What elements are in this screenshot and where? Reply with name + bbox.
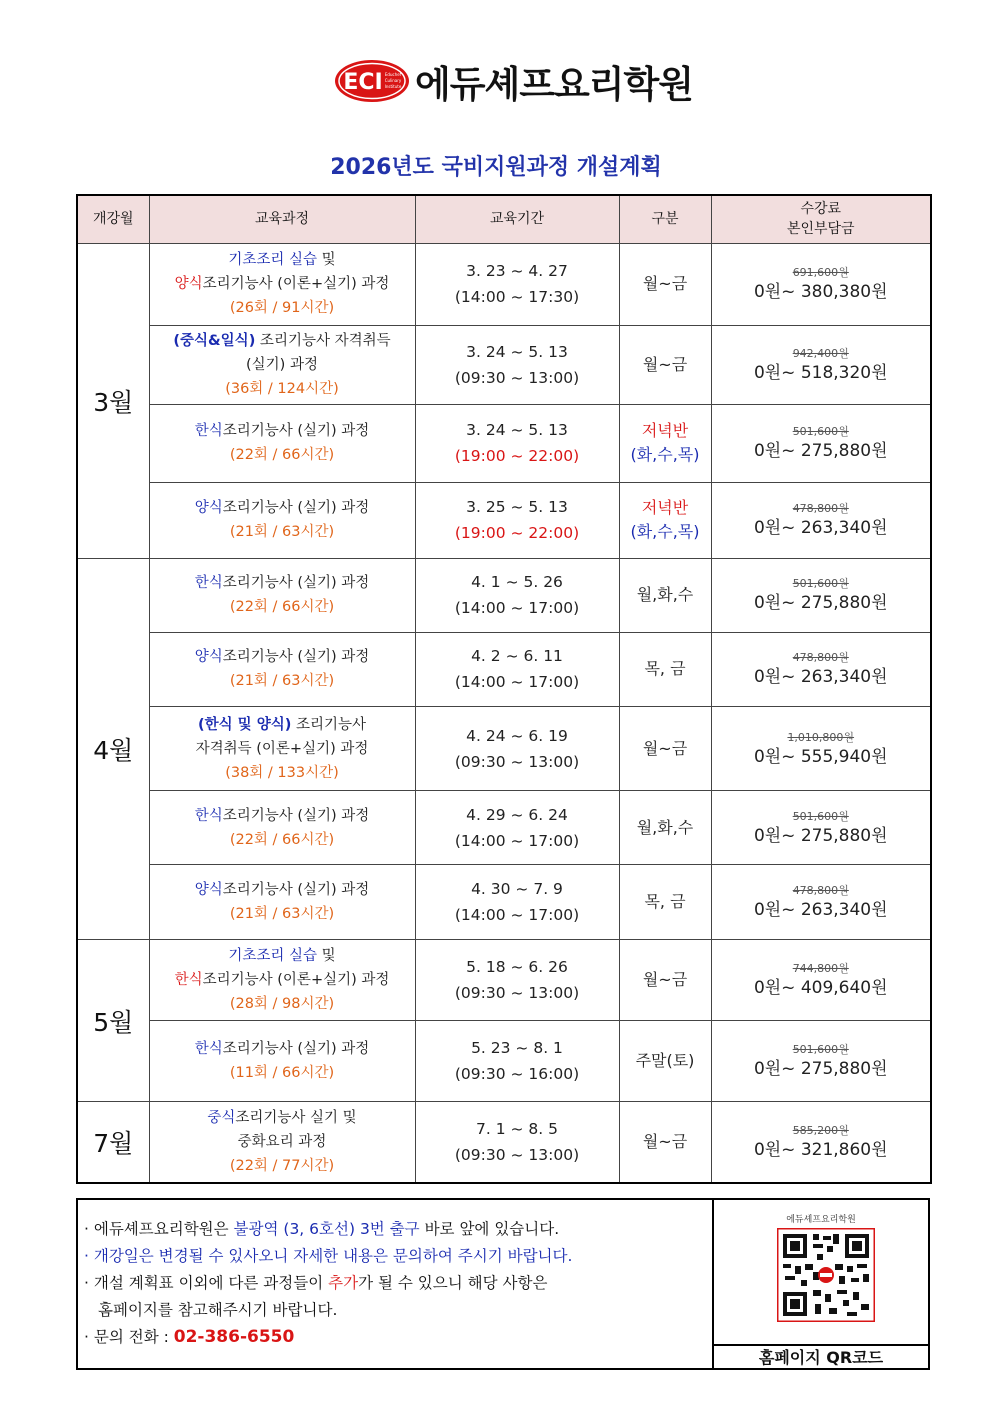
- fee-cell: 942,400원 0원~ 518,320원: [711, 325, 931, 404]
- table-row: [77, 325, 931, 404]
- table-row: [77, 1102, 931, 1183]
- table-row: [77, 558, 931, 632]
- course-cell: 한식조리기능사 (실기) 과정 (22회 / 66시간): [149, 791, 415, 865]
- note-additional-courses: · 개설 계획표 이외에 다른 과정들이 추가가 될 수 있으니 해당 사항은: [84, 1274, 548, 1292]
- period-cell: 3. 24 ~ 5. 13 (19:00 ~ 22:00): [415, 404, 619, 482]
- qr-caption: 에듀셰프요리학원: [786, 1215, 856, 1225]
- period-cell: 7. 1 ~ 8. 5 (09:30 ~ 13:00): [415, 1102, 619, 1183]
- type-cell: 주말(토): [619, 1021, 711, 1102]
- note-homepage: 홈페이지를 참고해주시기 바랍니다.: [98, 1301, 338, 1319]
- course-cell: 기초조리 실습 및 한식조리기능사 (이론+실기) 과정 (28회 / 98시간): [149, 940, 415, 1021]
- type-cell: 월,화,수: [619, 791, 711, 865]
- table-row: [77, 706, 931, 790]
- note-phone: · 문의 전화 : 02-386-6550: [84, 1327, 295, 1347]
- type-cell: 목, 금: [619, 865, 711, 940]
- month-cell-4: 4월: [77, 558, 149, 939]
- table-row: [77, 940, 931, 1021]
- svg-text:Culinary: Culinary: [384, 78, 402, 83]
- period-cell: 5. 18 ~ 6. 26 (09:30 ~ 13:00): [415, 940, 619, 1021]
- notes-panel: [78, 1200, 714, 1368]
- course-cell: 양식조리기능사 (실기) 과정 (21회 / 63시간): [149, 632, 415, 706]
- qr-panel: [714, 1200, 928, 1368]
- fee-cell: 744,800원 0원~ 409,640원: [711, 940, 931, 1021]
- month-cell-5: 5월: [77, 940, 149, 1102]
- info-box: [76, 1198, 930, 1370]
- course-cell: 양식조리기능사 (실기) 과정 (21회 / 63시간): [149, 482, 415, 558]
- header-fee: 수강료 본인부담금: [711, 195, 931, 243]
- period-cell: 4. 29 ~ 6. 24 (14:00 ~ 17:00): [415, 791, 619, 865]
- table-row: [77, 632, 931, 706]
- fee-cell: 501,600원 0원~ 275,880원: [711, 558, 931, 632]
- period-cell: 4. 30 ~ 7. 9 (14:00 ~ 17:00): [415, 865, 619, 940]
- fee-cell: 1,010,800원 0원~ 555,940원: [711, 706, 931, 790]
- type-cell: 월~금: [619, 243, 711, 325]
- table-row: [77, 791, 931, 865]
- fee-cell: 501,600원 0원~ 275,880원: [711, 404, 931, 482]
- header-course: 교육과정: [149, 195, 415, 243]
- svg-text:Educhef: Educhef: [384, 72, 402, 77]
- period-cell: 3. 24 ~ 5. 13 (09:30 ~ 13:00): [415, 325, 619, 404]
- fee-cell: 478,800원 0원~ 263,340원: [711, 632, 931, 706]
- month-cell-3: 3월: [77, 243, 149, 558]
- course-cell: 한식조리기능사 (실기) 과정 (22회 / 66시간): [149, 558, 415, 632]
- period-cell: 4. 1 ~ 5. 26 (14:00 ~ 17:00): [415, 558, 619, 632]
- course-cell: (중식&일식) 조리기능사 자격취득 (실기) 과정 (36회 / 124시간): [149, 325, 415, 404]
- type-cell: 월~금: [619, 325, 711, 404]
- fee-cell: 585,200원 0원~ 321,860원: [711, 1102, 931, 1183]
- type-cell: 저녁반 (화,수,목): [619, 404, 711, 482]
- course-cell: 중식조리기능사 실기 및 중화요리 과정 (22회 / 77시간): [149, 1102, 415, 1183]
- type-cell: 월~금: [619, 940, 711, 1021]
- fee-cell: 501,600원 0원~ 275,880원: [711, 791, 931, 865]
- period-cell: 3. 25 ~ 5. 13 (19:00 ~ 22:00): [415, 482, 619, 558]
- academy-logo: [333, 57, 693, 105]
- fee-cell: 691,600원 0원~ 380,380원: [711, 243, 931, 325]
- table-header-row: [77, 195, 931, 243]
- svg-text:Institute: Institute: [384, 84, 402, 89]
- academy-name: 에듀셰프요리학원: [415, 63, 693, 106]
- period-cell: 4. 2 ~ 6. 11 (14:00 ~ 17:00): [415, 632, 619, 706]
- type-cell: 목, 금: [619, 632, 711, 706]
- period-cell: 5. 23 ~ 8. 1 (09:30 ~ 16:00): [415, 1021, 619, 1102]
- month-cell-7: 7월: [77, 1102, 149, 1183]
- table-row: [77, 243, 931, 325]
- fee-cell: 501,600원 0원~ 275,880원: [711, 1021, 931, 1102]
- type-cell: 월,화,수: [619, 558, 711, 632]
- table-row: [77, 865, 931, 940]
- qr-code-icon[interactable]: [777, 1228, 875, 1322]
- eci-badge-icon: [333, 59, 411, 103]
- header-period: 교육기간: [415, 195, 619, 243]
- type-cell: 월~금: [619, 1102, 711, 1183]
- qr-label: 홈페이지 QR코드: [714, 1344, 928, 1370]
- period-cell: 4. 24 ~ 6. 19 (09:30 ~ 13:00): [415, 706, 619, 790]
- table-row: [77, 482, 931, 558]
- fee-cell: 478,800원 0원~ 263,340원: [711, 482, 931, 558]
- period-cell: 3. 23 ~ 4. 27 (14:00 ~ 17:30): [415, 243, 619, 325]
- schedule-table: [76, 194, 932, 1184]
- table-row: [77, 404, 931, 482]
- page-title: 2026년도 국비지원과정 개설계획: [330, 155, 662, 180]
- type-cell: 월~금: [619, 706, 711, 790]
- logo-badge-text: ECI: [343, 70, 383, 95]
- fee-cell: 478,800원 0원~ 263,340원: [711, 865, 931, 940]
- course-cell: 한식조리기능사 (실기) 과정 (11회 / 66시간): [149, 1021, 415, 1102]
- course-cell: 기초조리 실습 및 양식조리기능사 (이론+실기) 과정 (26회 / 91시간): [149, 243, 415, 325]
- course-cell: 양식조리기능사 (실기) 과정 (21회 / 63시간): [149, 865, 415, 940]
- table-row: [77, 1021, 931, 1102]
- header-type: 구분: [619, 195, 711, 243]
- header-month: 개강월: [77, 195, 149, 243]
- course-cell: 한식조리기능사 (실기) 과정 (22회 / 66시간): [149, 404, 415, 482]
- note-location: · 에듀셰프요리학원은 불광역 (3, 6호선) 3번 출구 바로 앞에 있습니다.: [84, 1220, 560, 1238]
- course-cell: (한식 및 양식) 조리기능사 자격취득 (이론+실기) 과정 (38회 / 133시간): [149, 706, 415, 790]
- type-cell: 저녁반 (화,수,목): [619, 482, 711, 558]
- note-schedule-change: · 개강일은 변경될 수 있사오니 자세한 내용은 문의하여 주시기 바랍니다.: [84, 1247, 573, 1265]
